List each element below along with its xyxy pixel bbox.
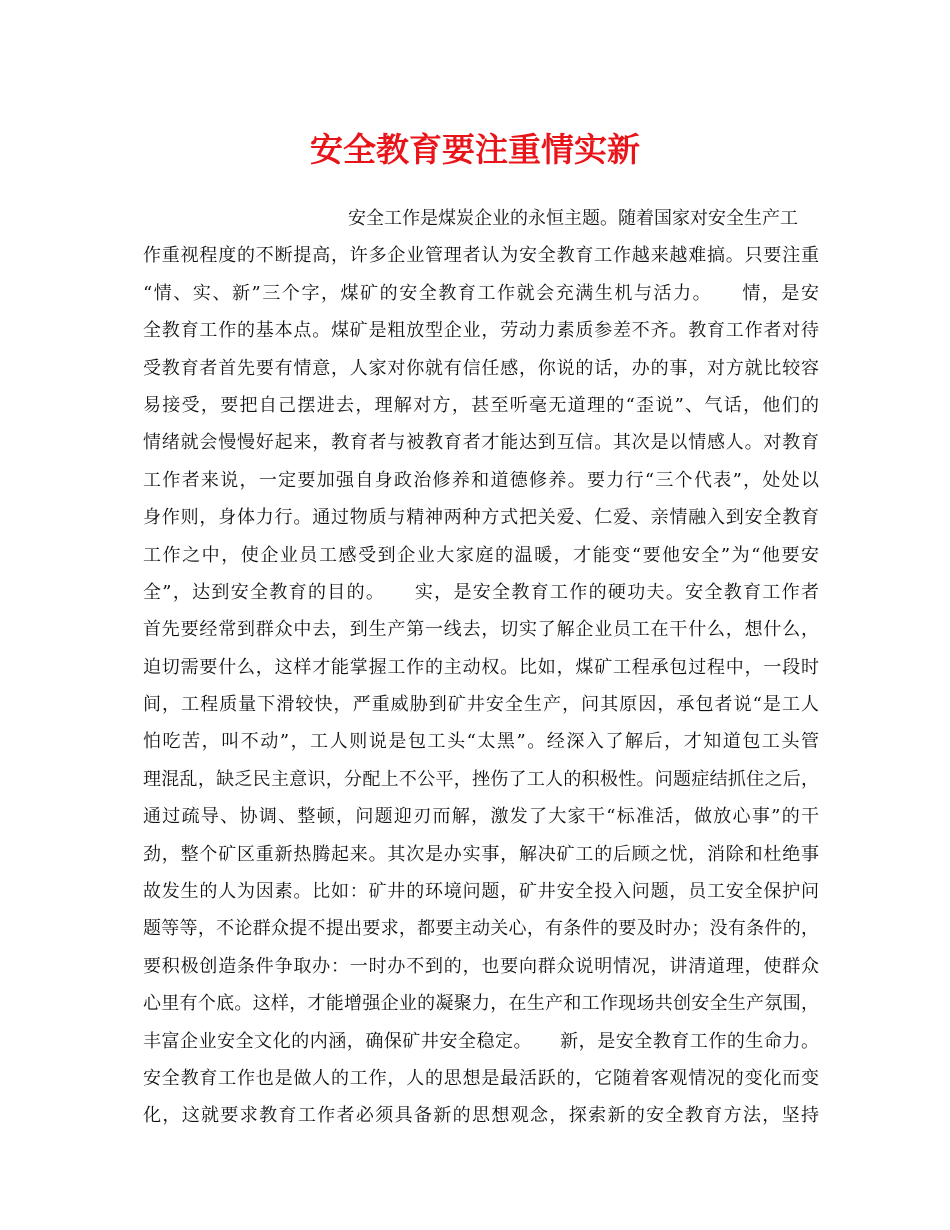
body-line: 题等等，不论群众提不提出要求，都要主动关心，有条件的要及时办；没有条件的，: [143, 918, 819, 940]
body-line: 怕吃苦，叫不动”，工人则说是包工头“太黑”。经深入了解后，才知道包工头管: [143, 731, 819, 753]
body-line: 首先要经常到群众中去，到生产第一线去，切实了解企业员工在干什么，想什么，: [143, 619, 819, 641]
body-line: 迫切需要什么，这样才能掌握工作的主动权。比如，煤矿工程承包过程中，一段时: [143, 656, 819, 678]
document-title: 安全教育要注重情实新: [310, 130, 640, 169]
body-line: 心里有个底。这样，才能增强企业的凝聚力，在生产和工作现场共创安全生产氛围，: [143, 993, 819, 1015]
body-line: 身作则，身体力行。通过物质与精神两种方式把关爱、仁爱、亲情融入到安全教育: [143, 507, 819, 529]
body-line: 间，工程质量下滑较快，严重威胁到矿井安全生产，问其原因，承包者说“是工人: [143, 694, 819, 716]
body-line: 工作之中，使企业员工感受到企业大家庭的温暖，才能变“要他安全”为“他要安: [143, 544, 819, 566]
body-line: 故发生的人为因素。比如：矿井的环境问题，矿井安全投入问题，员工安全保护问: [143, 881, 819, 903]
body-line: 全”，达到安全教育的目的。 实，是安全教育工作的硬功夫。安全教育工作者: [143, 581, 819, 603]
body-line: 丰富企业安全文化的内涵，确保矿井安全稳定。 新，是安全教育工作的生命力。: [143, 1030, 819, 1052]
body-line: 安全教育工作也是做人的工作，人的思想是最活跃的，它随着客观情况的变化而变: [143, 1067, 819, 1089]
body-line: 作重视程度的不断提高，许多企业管理者认为安全教育工作越来越难搞。只要注重: [143, 245, 819, 267]
body-line: 化，这就要求教育工作者必须具备新的思想观念，探索新的安全教育方法，坚持: [143, 1105, 819, 1127]
body-line: 工作者来说，一定要加强自身政治修养和道德修养。要力行“三个代表”，处处以: [143, 469, 819, 491]
body-line: “情、实、新”三个字，煤矿的安全教育工作就会充满生机与活力。 情，是安: [143, 282, 819, 304]
body-line: 理混乱，缺乏民主意识，分配上不公平，挫伤了工人的积极性。问题症结抓住之后，: [143, 768, 819, 790]
body-line: 劲，整个矿区重新热腾起来。其次是办实事，解决矿工的后顾之忧，消除和杜绝事: [143, 843, 819, 865]
body-line: 全教育工作的基本点。煤矿是粗放型企业，劳动力素质参差不齐。教育工作者对待: [143, 320, 819, 342]
body-line: 安全工作是煤炭企业的永恒主题。随着国家对安全生产工: [348, 208, 798, 229]
body-line: 通过疏导、协调、整顿，问题迎刃而解，激发了大家干“标准活，做放心事”的干: [143, 806, 819, 828]
document-body: [143, 200, 819, 1135]
body-line: 受教育者首先要有情意，人家对你就有信任感，你说的话，办的事，对方就比较容: [143, 357, 819, 379]
body-line: 情绪就会慢慢好起来，教育者与被教育者才能达到互信。其次是以情感人。对教育: [143, 432, 819, 454]
body-line: 易接受，要把自己摆进去，理解对方，甚至听毫无道理的“歪说”、气话，他们的: [143, 394, 819, 416]
body-line: 要积极创造条件争取办：一时办不到的，也要向群众说明情况，讲清道理，使群众: [143, 955, 819, 977]
